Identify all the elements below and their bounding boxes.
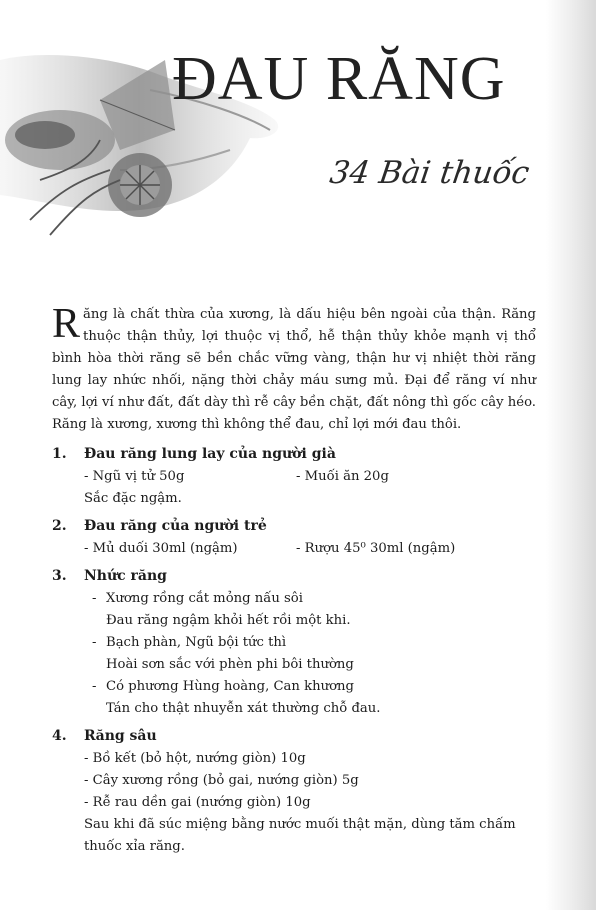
section-number: 2. bbox=[52, 518, 67, 534]
section-2 bbox=[52, 514, 536, 560]
verse-line: Có phương Hùng hoàng, Can khương bbox=[106, 679, 354, 694]
section-title: Răng sâu bbox=[84, 728, 157, 744]
ingredient: - Ngũ vị tử 50g bbox=[84, 469, 185, 484]
section-1 bbox=[52, 442, 536, 510]
ingredient: - Rượu 45⁰ 30ml (ngậm) bbox=[296, 541, 456, 556]
verse-line: Đau răng ngậm khỏi hết rồi một khi. bbox=[106, 613, 351, 628]
instruction: Sắc đặc ngậm. bbox=[84, 491, 182, 506]
section-number: 1. bbox=[52, 446, 67, 462]
section-4 bbox=[52, 724, 536, 858]
drop-cap: R bbox=[52, 301, 81, 347]
ingredient: - Cây xương rồng (bỏ gai, nướng giòn) 5g bbox=[84, 773, 359, 788]
chapter-content bbox=[52, 301, 536, 858]
bullet-dash: - bbox=[92, 591, 97, 606]
verse-line: Tán cho thật nhuyễn xát thường chỗ đau. bbox=[106, 701, 381, 716]
ingredient: - Mủ duối 30ml (ngậm) bbox=[84, 541, 238, 556]
instruction: Sau khi đã súc miệng bằng nước muối thật mặn, dùng tăm chấm thuốc xỉa răng. bbox=[84, 817, 516, 854]
section-title: Đau răng của người trẻ bbox=[84, 518, 267, 534]
intro-paragraph bbox=[52, 301, 536, 436]
ingredient: - Muối ăn 20g bbox=[296, 469, 389, 484]
bullet-dash: - bbox=[92, 679, 97, 694]
section-3 bbox=[52, 564, 536, 720]
bullet-dash: - bbox=[92, 635, 97, 650]
section-title: Đau răng lung lay của người già bbox=[84, 446, 336, 462]
intro-text: ăng là chất thừa của xương, là dấu hiệu bên ngoài của thận. Răng thuộc thận thủy, lợi thuộc vị thổ, hễ thận thủy khỏe mạnh vị thổ bình hòa thời răng sẽ bền chắc vững vàng, thận hư vị nhiệt thời răng lung lay nhức nhối, nặng thời chảy máu sưng mủ. Đại để răng ví như cây, lợi ví như đất, đất dày thì rễ cây bền chặt, đất nông thì gốc cây héo. Răng là xương, xương thì không thể đau, chỉ lợi mới đau thôi. bbox=[52, 307, 536, 432]
verse-line: Hoài sơn sắc với phèn phi bôi thường bbox=[106, 657, 354, 672]
ingredient: - Rễ rau dền gai (nướng giòn) 10g bbox=[84, 795, 311, 810]
chapter-title: ĐAU RĂNG bbox=[172, 45, 506, 113]
ingredient: - Bồ kết (bỏ hột, nướng giòn) 10g bbox=[84, 751, 306, 766]
chapter-subtitle: 34 Bài thuốc bbox=[327, 155, 532, 191]
page-edge-shadow bbox=[546, 0, 596, 910]
verse-line: Xương rồng cắt mỏng nấu sôi bbox=[106, 591, 303, 606]
section-number: 4. bbox=[52, 728, 67, 744]
section-number: 3. bbox=[52, 568, 67, 584]
verse-line: Bạch phàn, Ngũ bội tức thì bbox=[106, 635, 287, 650]
section-title: Nhức răng bbox=[84, 568, 167, 584]
